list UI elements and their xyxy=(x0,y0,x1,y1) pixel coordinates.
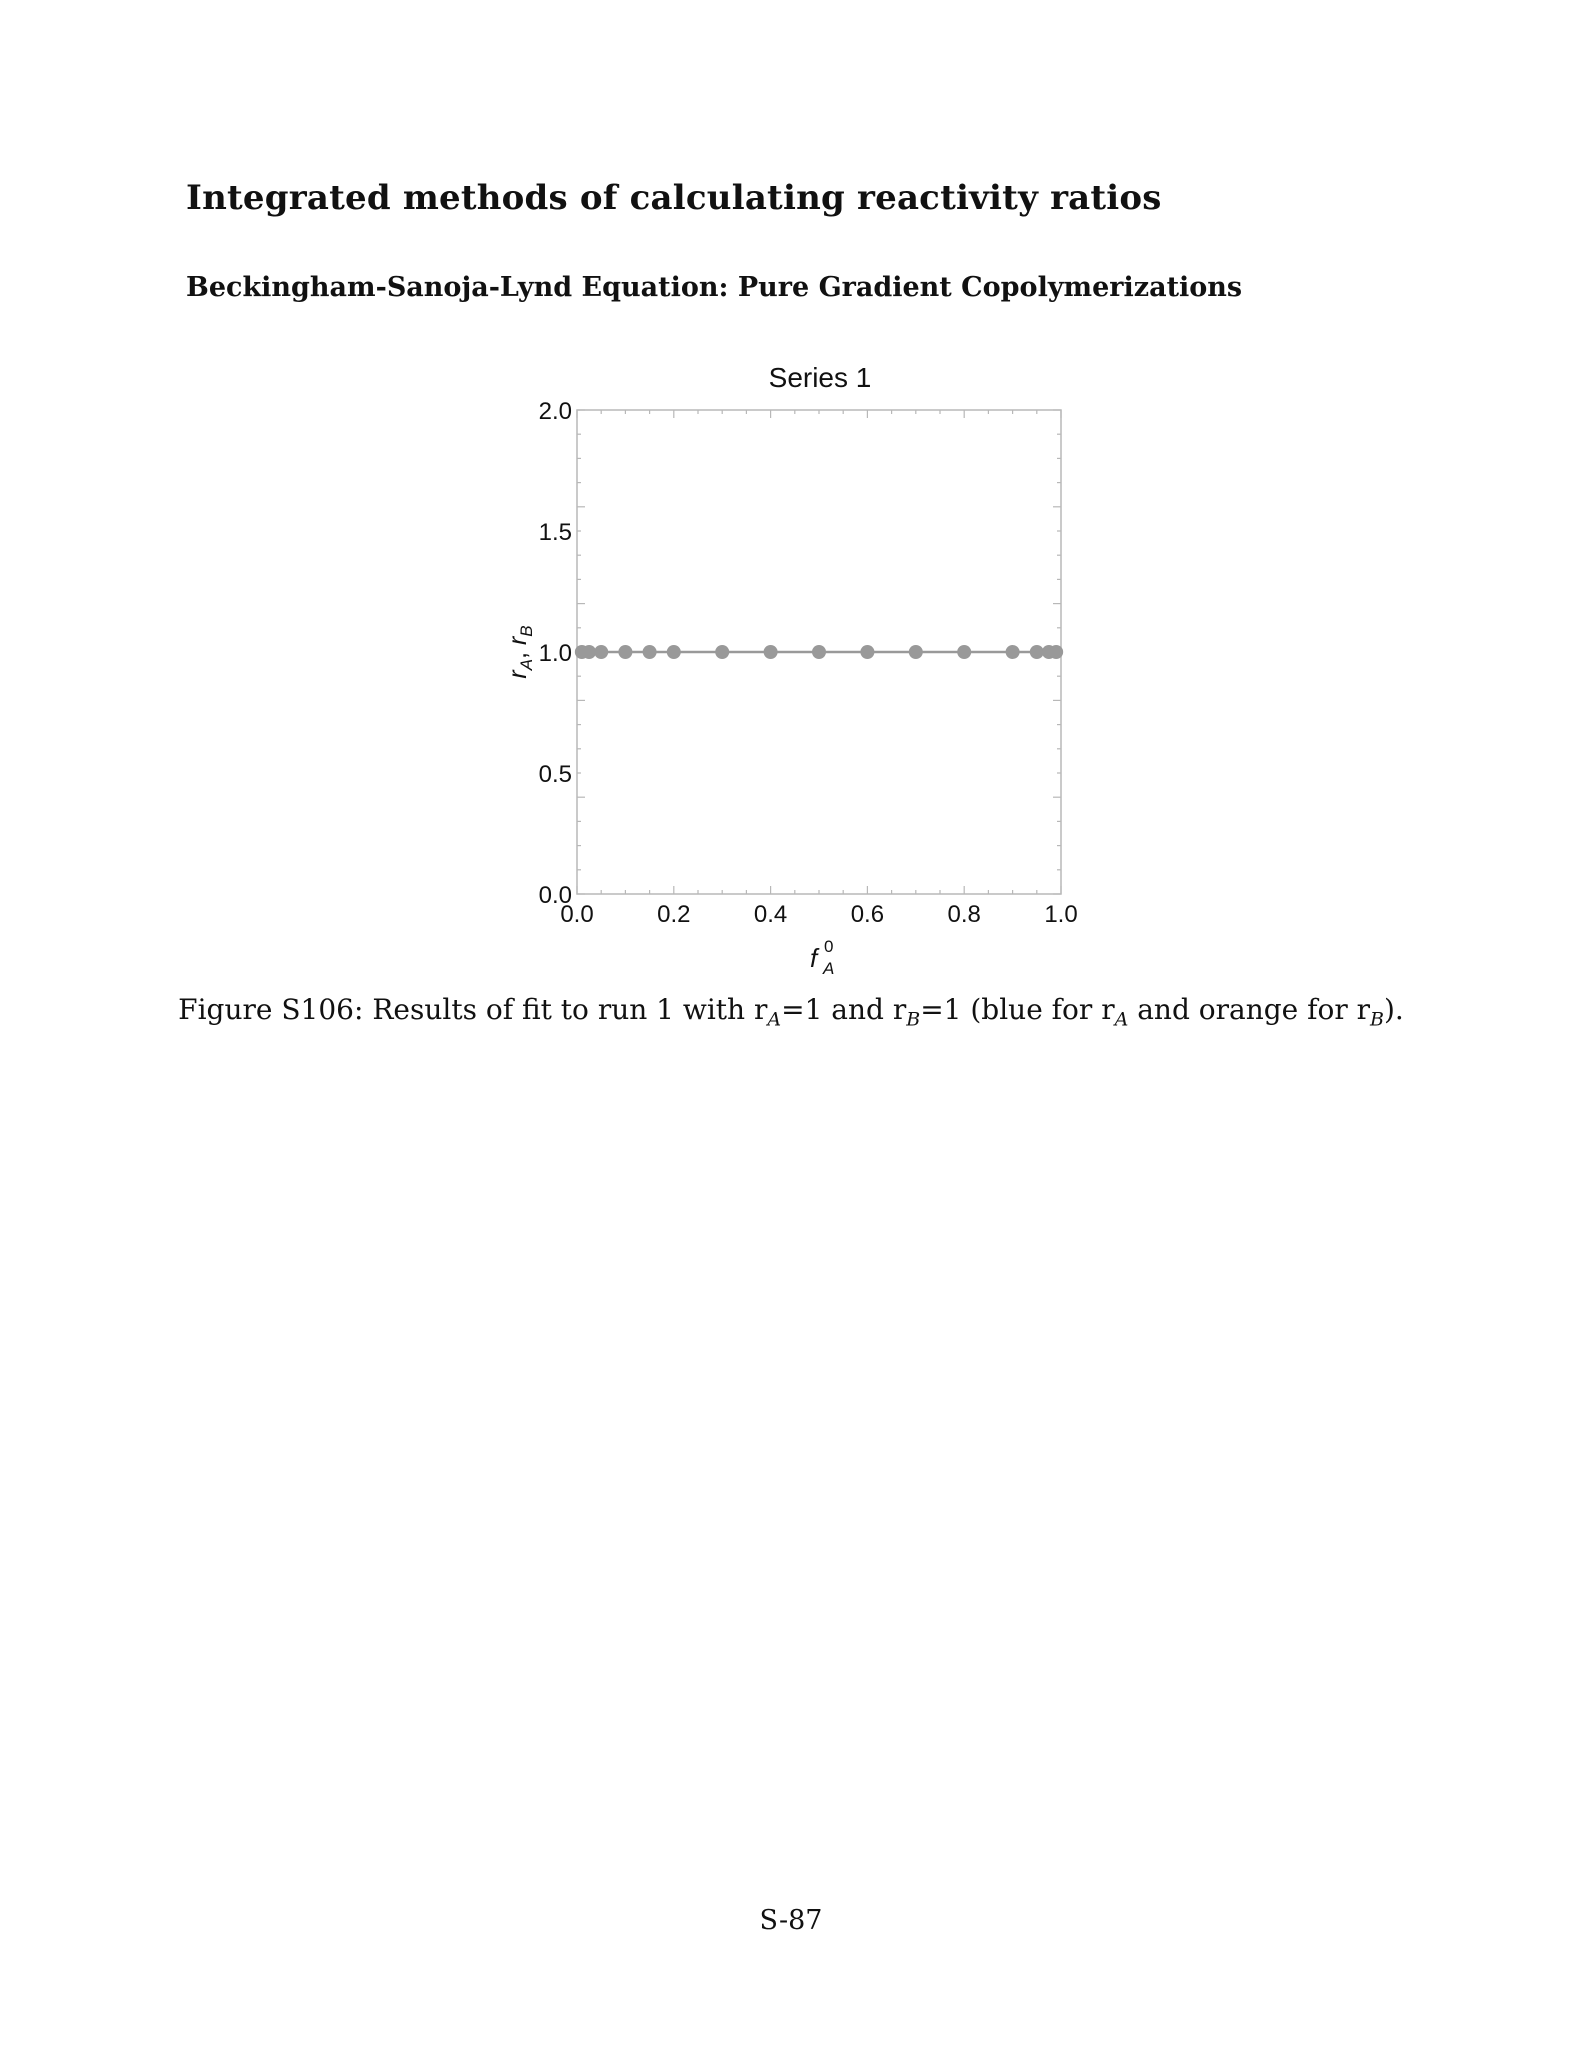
axis-tick-labels xyxy=(539,398,1078,928)
data-point xyxy=(1006,645,1020,659)
data-point xyxy=(957,645,971,659)
x-tick-label: 0.8 xyxy=(947,901,981,928)
svg-text:f xyxy=(810,943,820,973)
data-point xyxy=(1030,645,1044,659)
subsection-title: Beckingham-Sanoja-Lynd Equation: Pure Gradient Copolymerizations xyxy=(186,272,1243,303)
y-tick-label: 0.5 xyxy=(538,761,572,788)
y-tick-label: 1.5 xyxy=(538,519,572,546)
data-point xyxy=(594,645,608,659)
figure-caption: Figure S106: Results of fit to run 1 with $r_A=1$ and $r_B=1$ (blue for $r_A$ and orange for $r_B$). xyxy=(178,993,1404,1031)
x-tick-label: 0.4 xyxy=(753,901,788,928)
x-tick-label: 0.2 xyxy=(657,901,691,928)
x-tick-label: 0.0 xyxy=(560,901,594,928)
chart-title: Series 1 xyxy=(768,362,872,393)
x-axis-label-sub: A xyxy=(823,959,835,978)
data-point xyxy=(909,645,923,659)
y-axis-label xyxy=(504,625,536,678)
data-point xyxy=(715,645,729,659)
svg-text:rA, rB: $r_A$, $r_B$ xyxy=(504,625,536,679)
data-point xyxy=(764,645,778,659)
data-point xyxy=(582,645,596,659)
data-point xyxy=(667,645,681,659)
section-title: Integrated methods of calculating reactivity ratios xyxy=(186,178,1162,218)
x-axis-label-main: f xyxy=(810,943,818,973)
reactivity-ratio-chart xyxy=(480,355,1100,985)
data-point xyxy=(860,645,874,659)
data-point xyxy=(618,645,632,659)
page-number: S-87 xyxy=(759,1905,823,1936)
x-axis-label-sup: 0 xyxy=(824,937,834,956)
data-point xyxy=(812,645,826,659)
y-tick-label: 2.0 xyxy=(538,398,572,425)
x-tick-label: 0.6 xyxy=(850,901,885,928)
data-series xyxy=(575,645,1063,659)
y-tick-label: 1.0 xyxy=(538,640,572,667)
data-point xyxy=(643,645,657,659)
data-point xyxy=(1049,645,1063,659)
y-tick-label: 0.0 xyxy=(538,882,572,909)
x-axis-label xyxy=(810,937,834,978)
x-tick-label: 1.0 xyxy=(1044,901,1078,928)
